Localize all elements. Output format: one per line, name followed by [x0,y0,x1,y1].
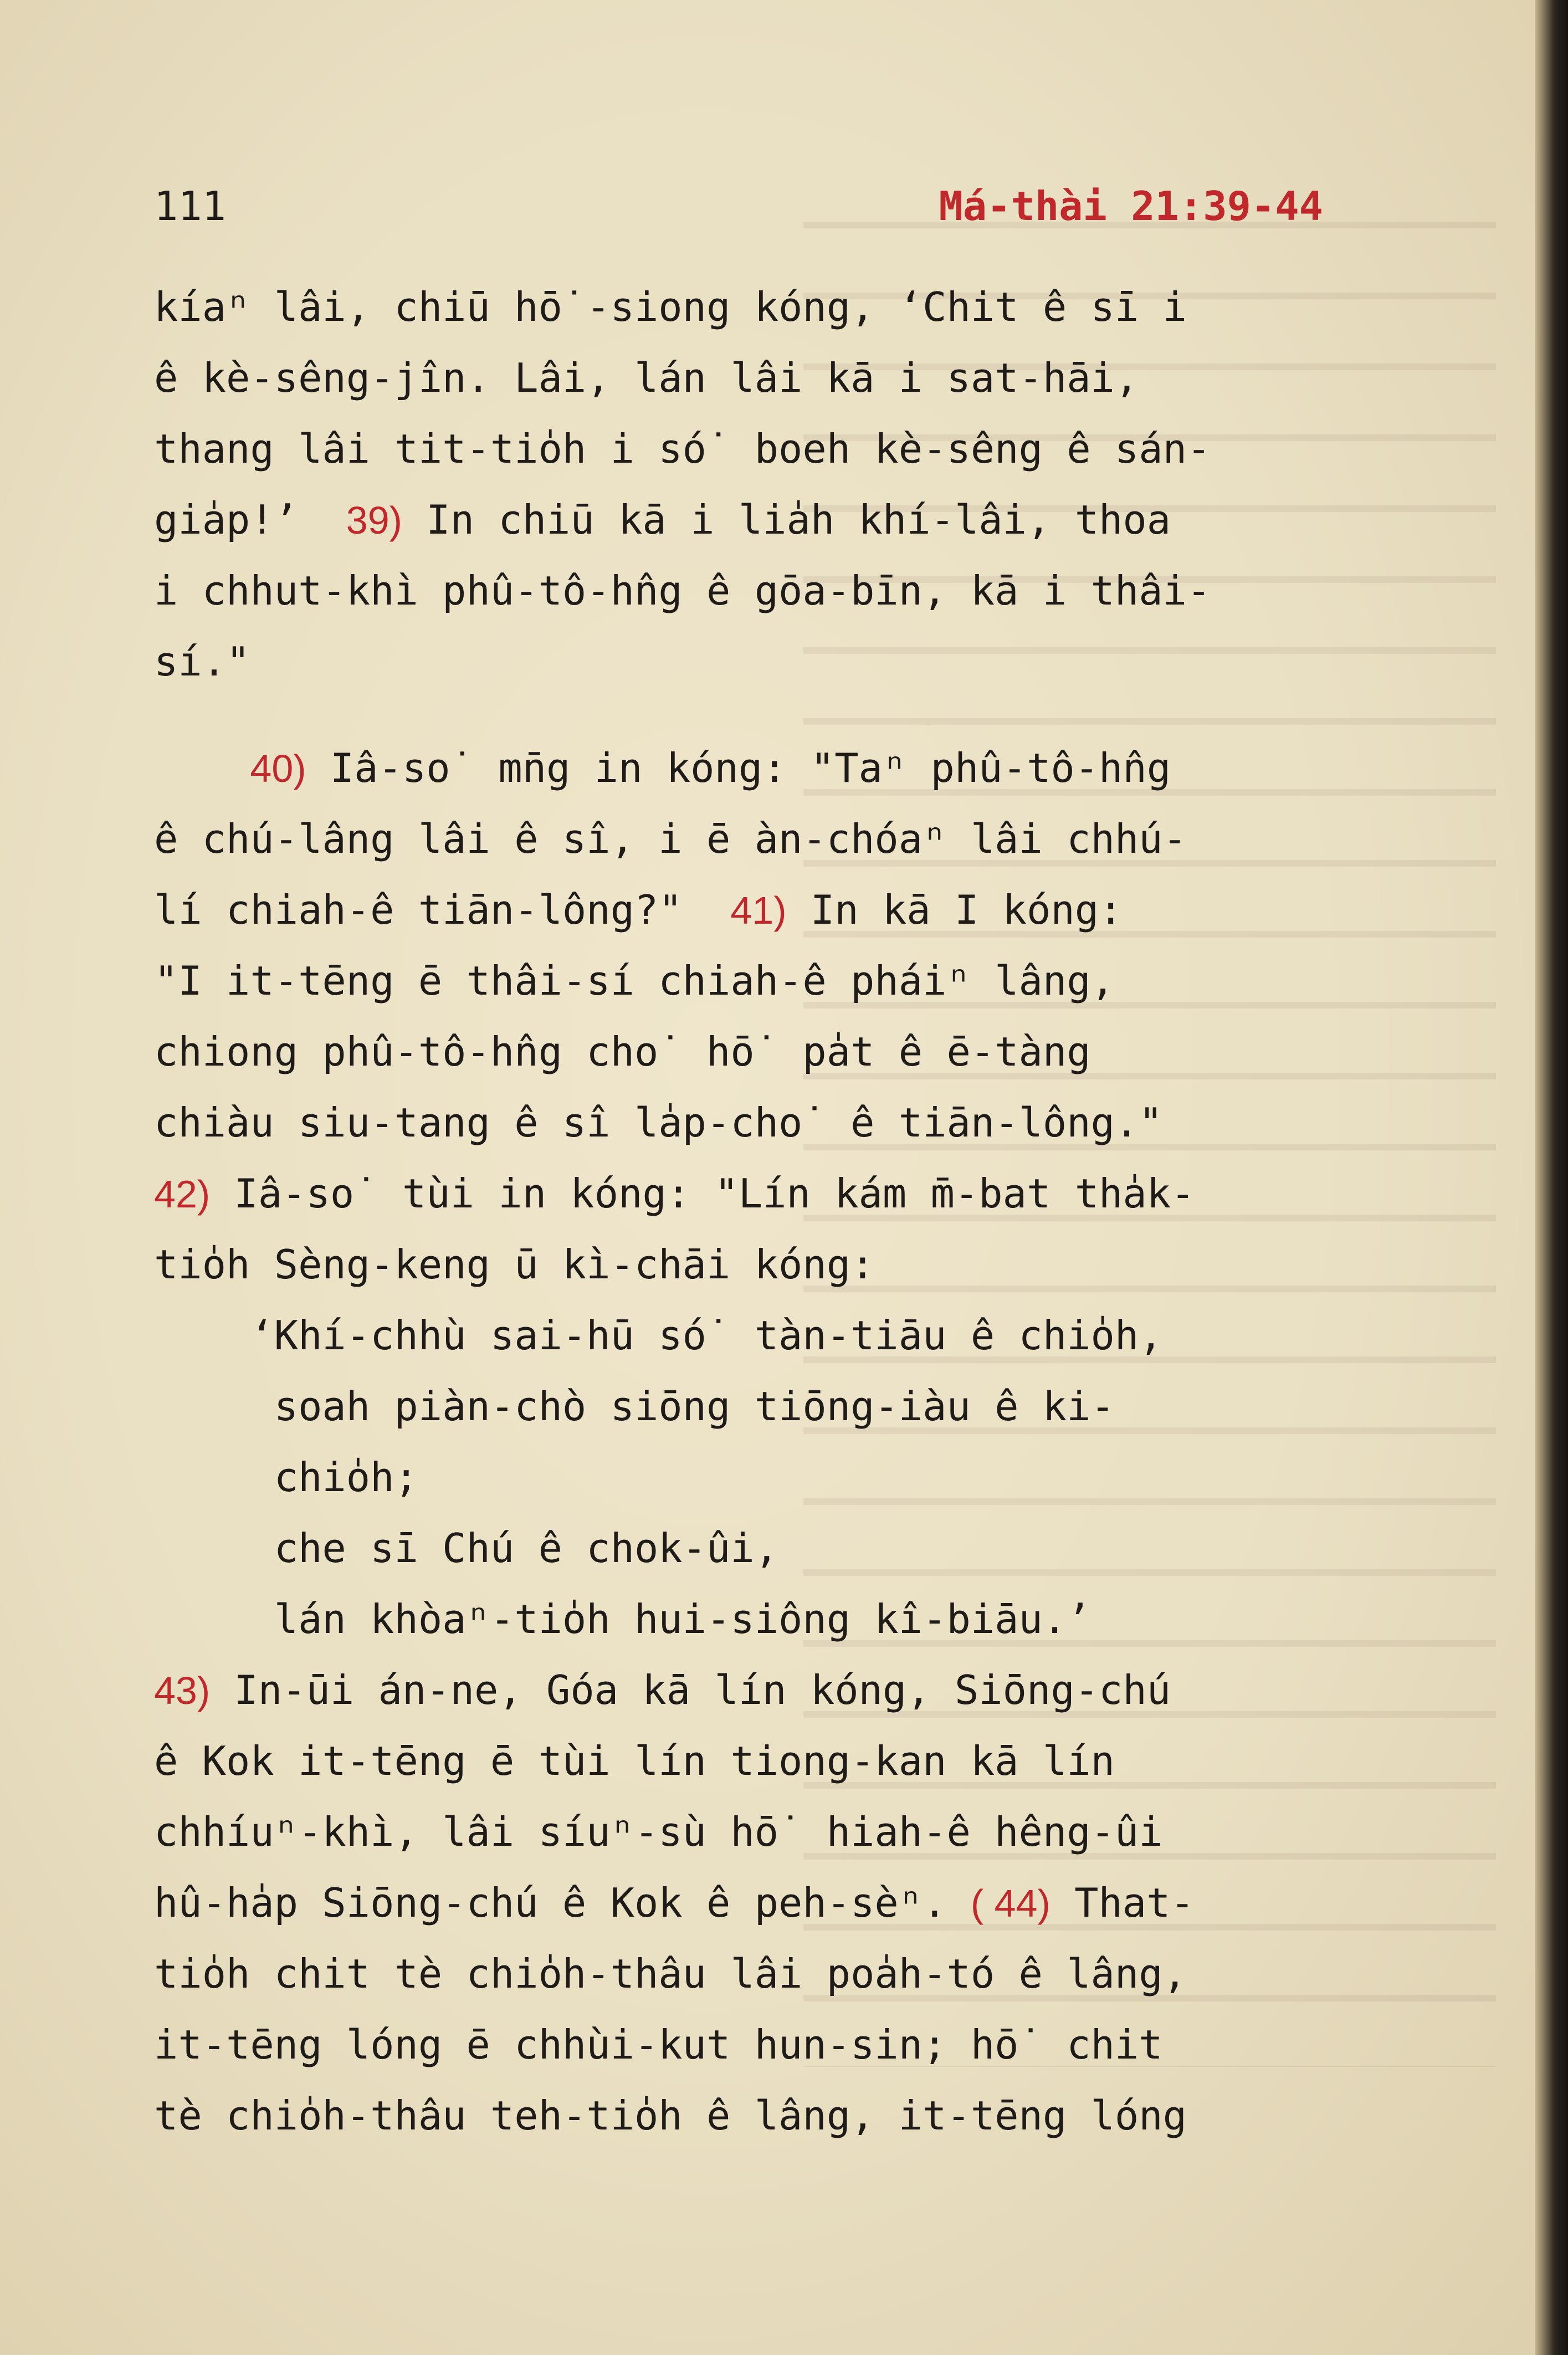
text-line [154,1726,1428,1796]
verse-number: 39) [346,499,402,542]
text-line [154,1229,1428,1300]
line-text: it-tēng lóng ē chhùi-kut hun-sin; hō˙ chit [154,2021,1163,2068]
line-text: In chiū kā i lia̍h khí-lâi, thoa [402,496,1171,543]
verse-text [154,272,1428,2151]
text-line [154,413,1428,484]
line-text: sí." [154,638,250,685]
text-line [154,945,1428,1016]
text-line [154,1867,1428,1938]
page-header [154,183,1323,244]
line-text [154,745,250,791]
page-number: 111 [154,183,227,229]
line-text: ê Kok it-tēng ē tùi lín tiong-kan kā lín [154,1738,1115,1784]
line-text: chio̍h; [154,1454,418,1501]
line-text: lán khòaⁿ-tio̍h hui-siông kî-biāu.ʼ [154,1596,1091,1642]
text-line [154,803,1428,874]
verse-number: ( 44) [970,1882,1051,1925]
text-line [154,2080,1428,2151]
text-line [154,1087,1428,1158]
line-text: kíaⁿ lâi, chiū hō˙-siong kóng, ʻChit ê sī i [154,284,1187,330]
text-line [154,1016,1428,1087]
line-text: tio̍h chit tè chio̍h-thâu lâi poa̍h-tó ê lâng, [154,1950,1187,1997]
text-line [154,733,1428,803]
text-line [154,2009,1428,2080]
line-text: chhíuⁿ-khì, lâi síuⁿ-sù hō˙ hiah-ê hêng-ûi [154,1809,1163,1855]
paragraph-gap [154,697,1428,733]
verse-number: 40) [250,747,306,790]
text-line [154,1158,1428,1229]
line-text: ê chú-lâng lâi ê sî, i ē àn-chóaⁿ lâi chhú- [154,816,1187,862]
line-text: In-ūi án-ne, Góa kā lín kóng, Siōng-chú [210,1667,1171,1713]
text-line [154,272,1428,342]
line-text: In kā I kóng: [786,887,1123,933]
text-line [154,342,1428,413]
verse-number: 41) [730,889,787,932]
line-text: che sī Chú ê chok-ûi, [154,1525,779,1571]
line-text: Iâ-so˙ tùi in kóng: "Lín kám m̄-bat tha̍k- [210,1170,1195,1217]
text-line [154,1513,1428,1584]
line-text: tio̍h Sèng-keng ū kì-chāi kóng: [154,1241,875,1288]
running-head: Má-thài 21:39-44 [939,183,1323,229]
text-line [154,1300,1428,1371]
text-line [154,1938,1428,2009]
line-text: lí chiah-ê tiān-lông?" [154,887,731,933]
line-text: "I it-tēng ē thâi-sí chiah-ê pháiⁿ lâng, [154,958,1115,1004]
text-line [154,874,1428,945]
text-line [154,1442,1428,1513]
text-line [154,1371,1428,1442]
line-text: Iâ-so˙ mn̄g in kóng: "Taⁿ phû-tô-hn̂g [306,745,1171,791]
text-line [154,1584,1428,1655]
line-text: gia̍p!ʼ [154,496,346,543]
line-text: That- [1050,1880,1195,1926]
verse-number: 43) [154,1669,211,1712]
text-line [154,484,1428,555]
line-text: chiong phû-tô-hn̂g cho˙ hō˙ pa̍t ê ē-tàng [154,1028,1091,1075]
line-text: thang lâi tit-tio̍h i só˙ boeh kè-sêng ê sán- [154,426,1211,472]
line-text: soah piàn-chò siōng tiōng-iàu ê ki- [154,1383,1115,1430]
text-line [154,555,1428,626]
text-line [154,626,1428,697]
verse-number: 42) [154,1173,211,1216]
line-text: chiàu siu-tang ê sî la̍p-cho˙ ê tiān-lông." [154,1099,1163,1146]
book-spine-edge [1535,0,1568,2355]
text-line [154,1796,1428,1867]
line-text: ê kè-sêng-jîn. Lâi, lán lâi kā i sat-hāi, [154,355,1139,401]
line-text: i chhut-khì phû-tô-hn̂g ê gōa-bīn, kā i thâi- [154,567,1211,614]
text-line [154,1655,1428,1726]
line-text: hû-ha̍p Siōng-chú ê Kok ê peh-sèⁿ. [154,1880,971,1926]
line-text: ʻKhí-chhù sai-hū só˙ tàn-tiāu ê chio̍h, [154,1312,1163,1359]
line-text: tè chio̍h-thâu teh-tio̍h ê lâng, it-tēng lóng [154,2092,1187,2139]
